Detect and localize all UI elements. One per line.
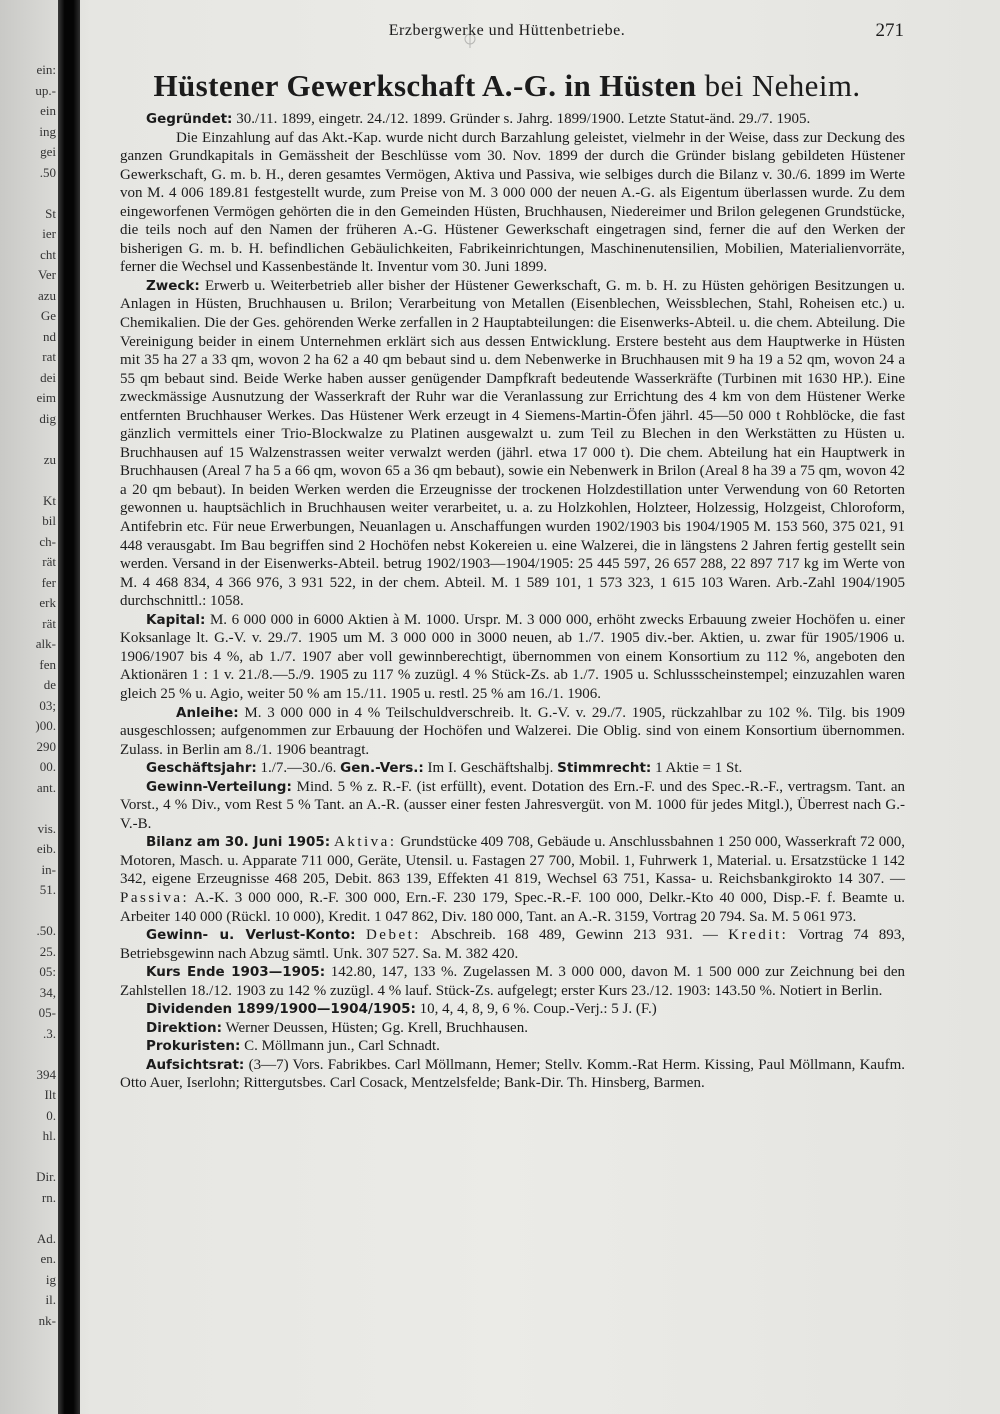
section-guv <box>120 926 905 963</box>
section-kapital <box>120 611 905 704</box>
margin-fragment: up.- <box>35 82 56 98</box>
margin-fragment <box>0 183 58 204</box>
section-prokuristen <box>120 1037 905 1056</box>
text-gewinnverteilung: Mind. 5 % z. R.-F. (ist erfüllt), event. Dotation des Ern.-F. und des Spec.-R.-F., vertragsm. Tant. an Vorst., 4 % Div., vom Rest 5 % Tant. an A.-R. (ausser einer festen Jahresvergüt. von M. 1000 für jedes Mitgl.), Überrest nach G.-V.-B. <box>120 778 905 832</box>
margin-fragment: )00. <box>35 718 56 733</box>
label-anleihe: Anleihe: <box>176 704 239 721</box>
margin-fragment <box>0 798 58 819</box>
margin-fragment: de <box>43 677 56 692</box>
margin-fragment: alk- <box>35 636 56 651</box>
margin-fragment: .50. <box>36 923 56 938</box>
text-geschaeftsjahr: 1./7.—30./6. <box>260 760 337 777</box>
margin-fragment: ein <box>40 103 56 118</box>
book-spine-shadow <box>58 0 80 1414</box>
margin-fragment: 03; <box>39 697 56 713</box>
margin-fragment: azu <box>37 287 56 303</box>
section-zweck <box>120 277 905 611</box>
entry-body <box>120 110 905 1093</box>
margin-fragment: rn. <box>41 1189 56 1205</box>
margin-fragment: dig <box>39 410 56 426</box>
text-debet: Abschreib. 168 489, Gewinn 213 931. — <box>430 927 718 944</box>
margin-fragment: nd <box>43 328 56 344</box>
margin-fragment: eim <box>36 390 56 405</box>
section-dividenden <box>120 1000 905 1019</box>
margin-fragment: 25. <box>39 943 56 959</box>
margin-fragment <box>0 470 58 491</box>
library-stamp-mark <box>462 28 478 50</box>
margin-fragment <box>0 429 58 450</box>
margin-fragment <box>0 1044 58 1065</box>
section-gegruendet <box>120 110 905 129</box>
margin-fragment: in- <box>41 861 56 877</box>
margin-fragment <box>0 1147 58 1168</box>
label-prokuristen: Prokuristen: <box>146 1038 241 1055</box>
text-kurs: 142.80, 147, 133 %. Zugelassen M. 3 000 000, davon M. 1 500 000 zur Zeichnung bei den Zahlstellen 18./12. 1903 zu 142 % zuzügl. 4 % lauf. Stück-Zs. aufgelegt; erster Kurs 23./12. 1903: 143.50 %. Notiert in Berlin. <box>120 964 905 999</box>
margin-fragment <box>0 901 58 922</box>
label-dividenden: Dividenden 1899/1900—1904/1905: <box>146 1001 416 1018</box>
margin-fragment: .3. <box>43 1025 56 1041</box>
text-direktion: Werner Deussen, Hüsten; Gg. Krell, Bruchhausen. <box>225 1019 528 1036</box>
text-dividenden: 10, 4, 4, 8, 9, 6 %. Coup.-Verj.: 5 J. (F.) <box>419 1001 657 1018</box>
margin-fragment: fer <box>41 574 56 590</box>
margin-fragment: 05- <box>38 1005 56 1020</box>
margin-fragment: gei <box>40 144 56 159</box>
company-location: bei Neheim. <box>704 68 861 103</box>
margin-fragment: Kt <box>43 492 56 508</box>
paragraph-einzahlung: Die Einzahlung auf das Akt.-Kap. wurde nicht durch Barzahlung geleistet, vielmehr in der Weise, dass zur Deckung des ganzen Grundkapitals in Gemässheit der Beschlüsse vom 30. Nov. 1899 der durch die Gründer bislang gebildeten Hüstener Gewerkschaft, G. m. b. H., deren gesamtes Vermögen, Aktiva und Passiva, wie selbiges durch die Bilanz v. 30./6. 1899 im Werte von M. 4 006 189.81 festgestellt wurde, zum Preise von M. 3 000 000 der neuen A.-G. als Eigentum überlassen wurde. Zu dem eingeworfenen Vermögen gehörten die in den Gemeinden Hüsten, Bruchhausen, Niedereimer und Brilon gelegenen Grundstücke, die teils noch auf den Namen der früheren A.-G. Hüstener Gewerkschaft eingetragen sind, ferner die auf den Werken der bisherigen G. m. b. H. befindlichen Gebäulichkeiten, Fabrikeinrichtungen, Maschinenutensilien, Mobilien, Materialienvorräte, ferner die Wechsel und Kassenbestände lt. Inventur vom 30. Juni 1899. <box>120 129 905 276</box>
margin-fragment: 290 <box>36 738 56 754</box>
text-aktiva: Grundstücke 409 708, Gebäude u. Anschlussbahnen 1 250 000, Wasserkraft 72 000, Motoren, Masch. u. Apparate 711 000, Geräte, Utensil. u. Fastagen 27 700, Mobil. 1, Fuhrwerk 1, Material. u. Ersatzstücke 1 142 342, eigene Erzeugnisse 468 205, Debit. 863 139, Effekten 41 819, Wechsel 63 751, Kassa- u. Reichsbankgirokto 14 307. — <box>120 834 906 888</box>
margin-fragment: 394 <box>36 1066 56 1082</box>
margin-fragment: fen <box>39 656 56 672</box>
margin-fragment: hl. <box>42 1128 56 1143</box>
margin-fragment: 05: <box>39 964 56 979</box>
label-kurs: Kurs Ende 1903—1905: <box>146 964 326 981</box>
margin-fragment: dei <box>40 369 56 385</box>
text-passiva: A.-K. 3 000 000, R.-F. 300 000, Ern.-F. 230 179, Spec.-R.-F. 100 000, Delkr.-Kto 40 000, Disp.-F. f. Beamte u. Arbeiter 140 000 (Rückl. 10 000), Kredit. 1 047 862, Div. 180 000, Tant. an A.-R. 3159, Vortrag 20 794. Sa. M. 5 061 973. <box>120 889 905 925</box>
margin-fragment: en. <box>40 1251 56 1266</box>
margin-fragment: 00. <box>39 759 56 774</box>
text-anleihe: M. 3 000 000 in 4 % Teilschuldverschreib. lt. G.-V. v. 29./7. 1905, rückzahlbar zu 102 %. Tilg. bis 1909 ausgeschlossen; aufgenommen zur Erbauung der Hochöfen und Walzerei. Die Oblig. sind von einem Konsortium übernommen. Zulass. in Berlin am 8./1. 1906 beantragt. <box>120 704 905 758</box>
text-stimmrecht: 1 Aktie = 1 St. <box>655 760 743 777</box>
label-guv: Gewinn- u. Verlust-Konto: <box>146 927 356 944</box>
label-kredit: Kredit: <box>728 927 789 944</box>
margin-fragment: 0. <box>46 1107 56 1123</box>
text-gen-vers: Im I. Geschäftshalbj. <box>427 760 554 777</box>
margin-fragment: ig <box>45 1271 56 1287</box>
section-bilanz <box>120 833 905 926</box>
margin-fragment: zu <box>43 451 56 467</box>
label-kapital: Kapital: <box>146 611 206 628</box>
margin-fragment: ing <box>39 123 56 139</box>
margin-fragment: eib. <box>36 841 56 856</box>
label-debet: Debet: <box>365 927 421 944</box>
margin-fragment: Ad. <box>36 1230 56 1246</box>
section-aufsichtsrat <box>120 1056 905 1093</box>
section-geschaeftsjahr <box>120 759 905 778</box>
page-header <box>110 22 904 50</box>
label-direktion: Direktion: <box>146 1019 222 1036</box>
label-gen-vers: Gen.-Vers.: <box>340 760 424 777</box>
running-title: Erzbergwerke und Hüttenbetriebe. <box>388 22 626 39</box>
label-aufsichtsrat: Aufsichtsrat: <box>146 1056 245 1073</box>
label-stimmrecht: Stimmrecht: <box>557 760 652 777</box>
label-gewinnverteilung: Gewinn-Verteilung: <box>146 778 292 795</box>
margin-fragment: 51. <box>39 882 56 897</box>
previous-page-margin <box>0 60 58 1331</box>
label-bilanz: Bilanz am 30. Juni 1905: <box>146 834 331 851</box>
section-direktion <box>120 1019 905 1038</box>
text-aufsichtsrat: (3—7) Vors. Fabrikbes. Carl Möllmann, Hemer; Stellv. Komm.-Rat Herm. Kissing, Paul Möllmann, Kaufm. Otto Auer, Iserlohn; Rittergutsbes. Carl Cosack, Mentzelsfelde; Bank-Dir. Th. Hinsberg, Barmen. <box>120 1056 905 1092</box>
label-aktiva: Aktiva: <box>334 834 397 851</box>
margin-fragment: St <box>45 205 56 221</box>
margin-fragment: rät <box>42 615 56 631</box>
margin-fragment: cht <box>40 246 56 262</box>
margin-fragment: il. <box>45 1292 56 1307</box>
label-gegruendet: Gegründet: <box>146 111 233 127</box>
margin-fragment: ch- <box>39 533 56 549</box>
margin-fragment: ant. <box>36 779 56 795</box>
section-kurs <box>120 963 905 1000</box>
margin-fragment: erk <box>39 595 56 610</box>
text-kapital: M. 6 000 000 in 6000 Aktien à M. 1000. Urspr. M. 3 000 000, erhöht zwecks Erbauung zweier Hochöfen u. einer Koksanlage lt. G.-V. v. 29./7. 1905 um M. 3 000 000 in 3000 neuen, ab 1./7. 1905 div.-ber. Aktien, u. zwar für 1905/1906 u. 1906/1907 bis 4 %, ab 1./7. 1907 aber voll gewinnberechtigt, übernommen von einem Konsortium zu 112 %, angeboten den Aktionären 1 : 1 v. 21./8.—5./9. 1905 zu 117 % zuzügl. 4 % Stück-Zs. ab 1./7. 1905 u. Schlussscheinstempel; einzuzahlen waren gleich 25 % u. Agio, weiter 50 % am 15./11. 1905 u. restl. 25 % am 16./1. 1906. <box>120 611 905 702</box>
company-name: Hüstener Gewerkschaft A.-G. in Hüsten <box>153 68 697 103</box>
margin-fragment: Ver <box>37 267 56 282</box>
margin-fragment: .50 <box>39 164 56 180</box>
margin-fragment <box>0 1208 58 1229</box>
section-anleihe <box>120 704 905 760</box>
text-gegruendet: 30./11. 1899, eingetr. 24./12. 1899. Gründer s. Jahrg. 1899/1900. Letzte Statut-änd. 29./7. 1905. <box>236 111 811 127</box>
margin-fragment: ier <box>42 226 56 241</box>
margin-fragment: vis. <box>37 820 56 836</box>
page-number: 271 <box>875 20 904 41</box>
margin-fragment: Ge <box>40 308 56 323</box>
margin-fragment: rat <box>42 349 56 364</box>
text-zweck: Erwerb u. Weiterbetrieb aller bisher der Hüstener Gewerkschaft, G. m. b. H. zu Hüsten gehörigen Besitzungen u. Anlagen in Hüsten, Bruchhausen u. Brilon; Verarbeitung von Metallen (Eisenblechen, Weissblechen, Stahl, Roheisen etc.) u. Chemikalien. Die der Ges. gehörenden Werke zerfallen in 2 Hauptabteilungen: die Eisenwerks-Abteil. u. die chem. Abteilung. Die Vereinigung beider in einem Unternehmen erklärt sich aus dessen Entwicklung. Erstere besteht aus dem Hauptwerke in Hüsten mit 35 ha 27 a 33 qm, wovon 2 ha 62 a 40 qm bebaut sind u. dem Nebenwerke in Bruchhausen mit 9 ha 19 a 52 qm, wovon 24 a 55 qm bebaut sind. Beide Werke haben ausser genügender Dampfkraft bedeutende Wasserkräfte (Turbinen mit 1630 HP.). Eine zweckmässige Ausnutzung der Wasserkraft der Ruhr war die Veranlassung zur Errichtung des 4 km von dem Hüstener Werke entfernten Bruchhauser Werkes. Das Hüstener Werk erzeugt in 4 Siemens-Martin-Öfen jährl. 45—50 000 t Rohblöcke, die fast gänzlich vermittels einer Trio-Blockwalze zu Platinen ausgewalzt u. zum Teil zu Blechen in den Werkstätten zu Hüsten u. Bruchhausen auf 15 Walzenstrassen weiter verwalzt werden (jährl. etwa 17 000 t). Die chem. Abteilung hat ein Hauptwerk in Bruchhausen (Areal 7 ha 5 a 66 qm, wovon 65 a 36 qm bebaut), sowie ein Nebenwerk in Brilon (Areal 8 ha 39 a 75 qm, wovon 42 a 20 qm bebaut). In beiden Werken werden die Erzeugnisse der trockenen Holzdestillation unter Verwendung von 60 Retorten gewonnen u. hauptsächlich in Bruchhausen weiter verarbeitet, u. a. zu Holzkohlen, Holzteer, Holzessig, Holzgeist, Chloroform, Antifebrin etc. Für neue Erwerbungen, Neuanlagen u. Anschaffungen wurden 1902/1903 bis 1904/1905 M. 153 560, 375 021, 91 448 verausgabt. Im Bau begriffen sind 2 Hochöfen nebst Kokereien u. eine Walzerei, die in längstens 2 Jahren fertig gestellt sein werden. Versand in der Eisenwerks-Abteil. betrug 1902/1903—1904/1905: 25 445 597, 26 657 288, 22 897 717 kg im Werte von M. 4 468 834, 4 366 976, 3 931 522, in der chem. Abteil. M. 1 589 101, 1 573 323, 1 615 103 Waren. Arb.-Zahl 1904/1905 durchschnittl.: 1058. <box>120 277 905 610</box>
margin-fragment: 34, <box>39 984 56 1000</box>
margin-fragment: nk- <box>38 1312 56 1328</box>
margin-fragment: rät <box>42 554 56 569</box>
margin-fragment: Ilt <box>44 1087 56 1102</box>
text-kredit: Vortrag 74 893, Betriebsgewinn nach Abzug sämtl. Unk. 307 527. Sa. M. 382 420. <box>120 927 906 962</box>
text-prokuristen: C. Möllmann jun., Carl Schnadt. <box>244 1038 440 1055</box>
section-gewinnverteilung <box>120 778 905 834</box>
margin-fragment: Dir. <box>36 1169 56 1184</box>
label-passiva: Passiva: <box>120 889 190 906</box>
company-title <box>110 68 904 104</box>
margin-fragment: bil <box>42 513 56 528</box>
label-geschaeftsjahr: Geschäftsjahr: <box>146 760 257 777</box>
margin-fragment: ein: <box>36 62 56 77</box>
label-zweck: Zweck: <box>146 277 200 294</box>
